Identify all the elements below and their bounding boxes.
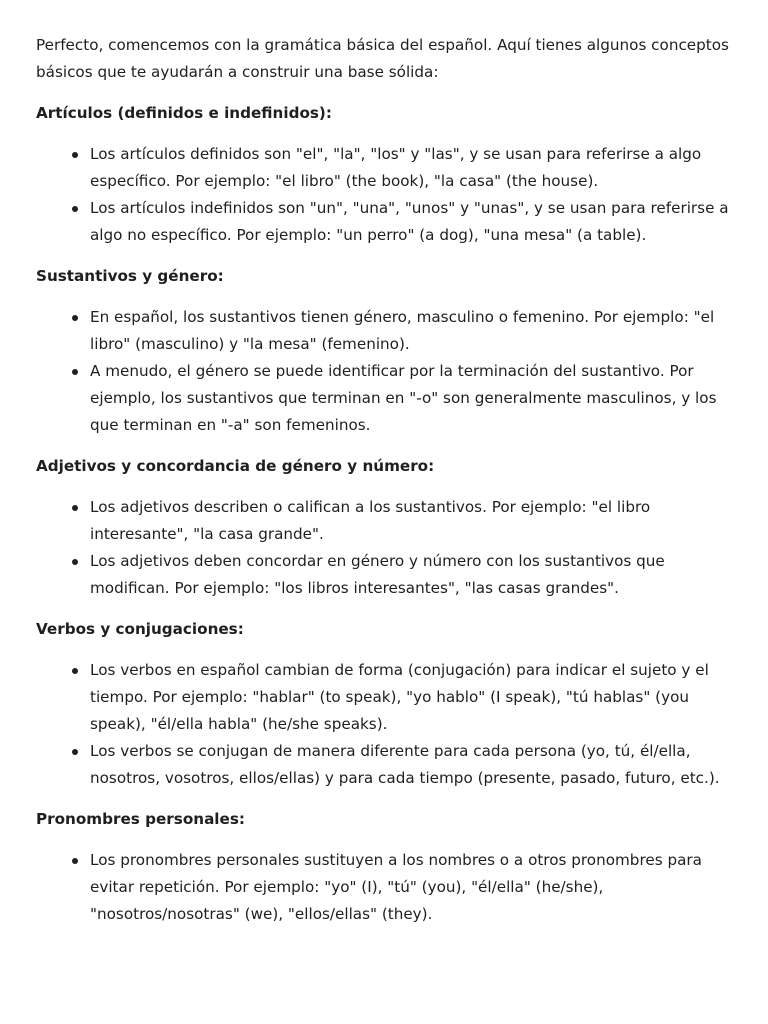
section-title-pronombres: Pronombres personales: [36, 810, 245, 828]
section-list-sustantivos [36, 304, 732, 439]
list-item [90, 494, 732, 548]
bullet-icon [72, 559, 78, 565]
list-item [90, 738, 732, 792]
list-item-text: Los adjetivos deben concordar en género y número con los sustantivos que modifican. Por ejemplo: "los libros interesantes", "las casas grandes". [90, 552, 665, 597]
list-item [90, 358, 732, 439]
bullet-icon [72, 668, 78, 674]
list-item-text: En español, los sustantivos tienen género, masculino o femenino. Por ejemplo: "el libro" (masculino) y "la mesa" (femenino). [90, 308, 715, 353]
list-item-text: Los pronombres personales sustituyen a los nombres o a otros pronombres para evitar repetición. Por ejemplo: "yo" (I), "tú" (you), "él/ella" (he/she), "nosotros/nosotras" (we), "ellos/ellas" (they). [90, 851, 702, 923]
list-item [90, 657, 732, 738]
list-item [90, 304, 732, 358]
bullet-icon [72, 369, 78, 375]
section-title-sustantivos: Sustantivos y género: [36, 267, 224, 285]
section-list-pronombres [36, 847, 732, 928]
list-item-text: Los verbos en español cambian de forma (conjugación) para indicar el sujeto y el tiempo. Por ejemplo: "hablar" (to speak), "yo hablo" (I speak), "tú hablas" (you speak), "él/ella habla" (he/she speaks). [90, 661, 709, 733]
list-item [90, 141, 732, 195]
bullet-icon [72, 858, 78, 864]
list-item-text: Los artículos indefinidos son "un", "una", "unos" y "unas", y se usan para referirse a algo no específico. Por ejemplo: "un perro" (a dog), "una mesa" (a table). [90, 199, 729, 244]
list-item-text: A menudo, el género se puede identificar por la terminación del sustantivo. Por ejemplo, los sustantivos que terminan en "-o" son generalmente masculinos, y los que terminan en "-a" son femeninos. [90, 362, 717, 434]
bullet-icon [72, 505, 78, 511]
section-list-verbos [36, 657, 732, 792]
list-item [90, 847, 732, 928]
section-title-verbos: Verbos y conjugaciones: [36, 620, 244, 638]
bullet-icon [72, 152, 78, 158]
list-item-text: Los adjetivos describen o califican a los sustantivos. Por ejemplo: "el libro interesante", "la casa grande". [90, 498, 651, 543]
bullet-icon [72, 206, 78, 212]
list-item [90, 548, 732, 602]
list-item [90, 195, 732, 249]
section-list-articulos [36, 141, 732, 249]
bullet-icon [72, 315, 78, 321]
section-title-articulos: Artículos (definidos e indefinidos): [36, 104, 332, 122]
list-item-text: Los verbos se conjugan de manera diferente para cada persona (yo, tú, él/ella, nosotros, vosotros, ellos/ellas) y para cada tiempo (presente, pasado, futuro, etc.). [90, 742, 720, 787]
list-item-text: Los artículos definidos son "el", "la", "los" y "las", y se usan para referirse a algo específico. Por ejemplo: "el libro" (the book), "la casa" (the house). [90, 145, 702, 190]
intro-paragraph: Perfecto, comencemos con la gramática básica del español. Aquí tienes algunos conceptos básicos que te ayudarán a construir una base sólida: [36, 36, 729, 81]
section-list-adjetivos [36, 494, 732, 602]
bullet-icon [72, 749, 78, 755]
section-title-adjetivos: Adjetivos y concordancia de género y número: [36, 457, 435, 475]
